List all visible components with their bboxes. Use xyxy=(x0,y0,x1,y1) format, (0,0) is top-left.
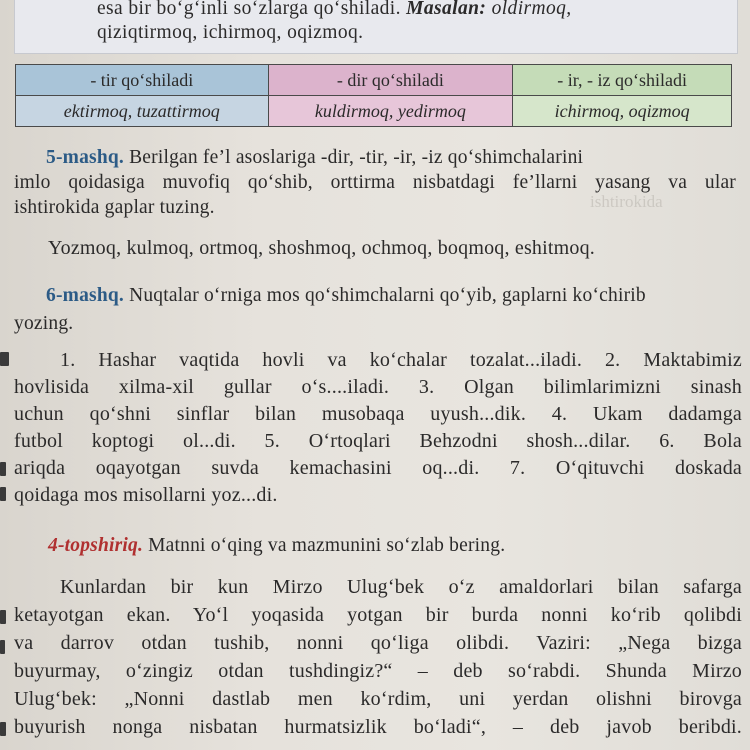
task4-instruction: Matnni o‘qing va mazmunini so‘zlab bering. xyxy=(143,535,506,556)
ex6-sentence-line: uchun qo‘shni sinflar bilan musobaqa uyush...dik. 4. Ukam dadamga xyxy=(14,403,742,425)
rule-box xyxy=(14,0,738,54)
example-label: Masalan: xyxy=(406,0,487,19)
rule-line-1 xyxy=(97,0,572,20)
table-cell-dir: kuldirmoq, yedirmoq xyxy=(268,96,513,127)
ex6-sentence-line: futbol koptogi ol...di. 5. O‘rtoqlari Behzodni shosh...dilar. 6. Bola xyxy=(14,430,742,452)
ex6-sentence-line: qoidaga mos misollarni yoz...di. xyxy=(14,484,278,506)
ex6-sentence-line: 1. Hashar vaqtida hovli va ko‘chalar tozalat...iladi. 2. Maktabimiz xyxy=(60,349,742,371)
margin-mark xyxy=(0,487,6,501)
story-line: buyurish nonga nisbatan hurmatsizlik bo‘ladi“, – deb javob beribdi. xyxy=(14,716,742,738)
rule-text: esa bir bo‘g‘inli so‘zlarga qo‘shiladi. xyxy=(97,0,407,19)
margin-mark xyxy=(0,640,5,654)
example-word: oldirmoq, xyxy=(486,0,572,19)
ex6-line-1 xyxy=(46,285,646,307)
task4-label: 4-topshiriq. xyxy=(48,535,144,556)
margin-mark xyxy=(0,722,6,736)
margin-mark xyxy=(0,352,9,366)
ex6-sentence-line: hovlisida xilma-xil gullar o‘s....iladi. 3. Olgan bilimlarimizni sinash xyxy=(14,376,742,398)
ex5-line-3: ishtirokida gaplar tuzing. xyxy=(14,197,215,218)
margin-mark xyxy=(0,610,6,624)
ex5-line-2: imlo qoidasiga muvofiq qo‘shib, orttirma nisbatdagi fe’llarni yasang va ular xyxy=(14,172,736,193)
table-header-ir-iz: - ir, - iz qo‘shiladi xyxy=(513,65,732,96)
story-line: va darrov otdan tushib, nonni qo‘liga olibdi. Vaziri: „Nega bizga xyxy=(14,632,742,654)
task4-line xyxy=(48,535,505,557)
ex6-sentence-line: ariqda oqayotgan suvda kemachasini oq...di. 7. O‘qituvchi doskada xyxy=(14,457,742,479)
bleed-through: ishtirokida xyxy=(590,192,663,211)
ex5-label: 5-mashq. xyxy=(46,147,124,168)
suffix-table xyxy=(15,64,732,127)
table-cell-ir-iz: ichirmoq, oqizmoq xyxy=(513,96,732,127)
ex5-line-1 xyxy=(46,147,583,169)
margin-mark xyxy=(0,462,6,476)
rule-line-2: qiziqtirmoq, ichirmoq, oqizmoq. xyxy=(97,22,364,43)
ex6-instruction: Nuqtalar o‘rniga mos qo‘shimchalarni qo‘yib, gaplarni ko‘chirib xyxy=(124,285,646,306)
ex6-line-2: yozing. xyxy=(14,313,74,334)
table-header-tir: - tir qo‘shiladi xyxy=(16,65,269,96)
ex6-label: 6-mashq. xyxy=(46,285,124,306)
story-line: Kunlardan bir kun Mirzo Ulug‘bek o‘z amaldorlari bilan safarga xyxy=(60,576,742,598)
ex5-words: Yozmoq, kulmoq, ortmoq, shoshmoq, ochmoq, boqmoq, eshitmoq. xyxy=(48,237,596,259)
story-line: buyurmay, o‘zingiz otdan tushdingiz?“ – deb so‘rabdi. Shunda Mirzo xyxy=(14,660,742,682)
story-line: ketayotgan ekan. Yo‘l yoqasida yotgan bir burda nonni ko‘rib qolibdi xyxy=(14,604,742,626)
story-line: Ulug‘bek: „Nonni dastlab men ko‘rdim, uni yerdan olishni birovga xyxy=(14,688,742,710)
ex5-instruction: Berilgan fe’l asoslariga -dir, -tir, -ir, -iz qo‘shimchalarini xyxy=(124,147,584,168)
table-header-dir: - dir qo‘shiladi xyxy=(268,65,513,96)
table-cell-tir: ektirmoq, tuzattirmoq xyxy=(16,96,269,127)
